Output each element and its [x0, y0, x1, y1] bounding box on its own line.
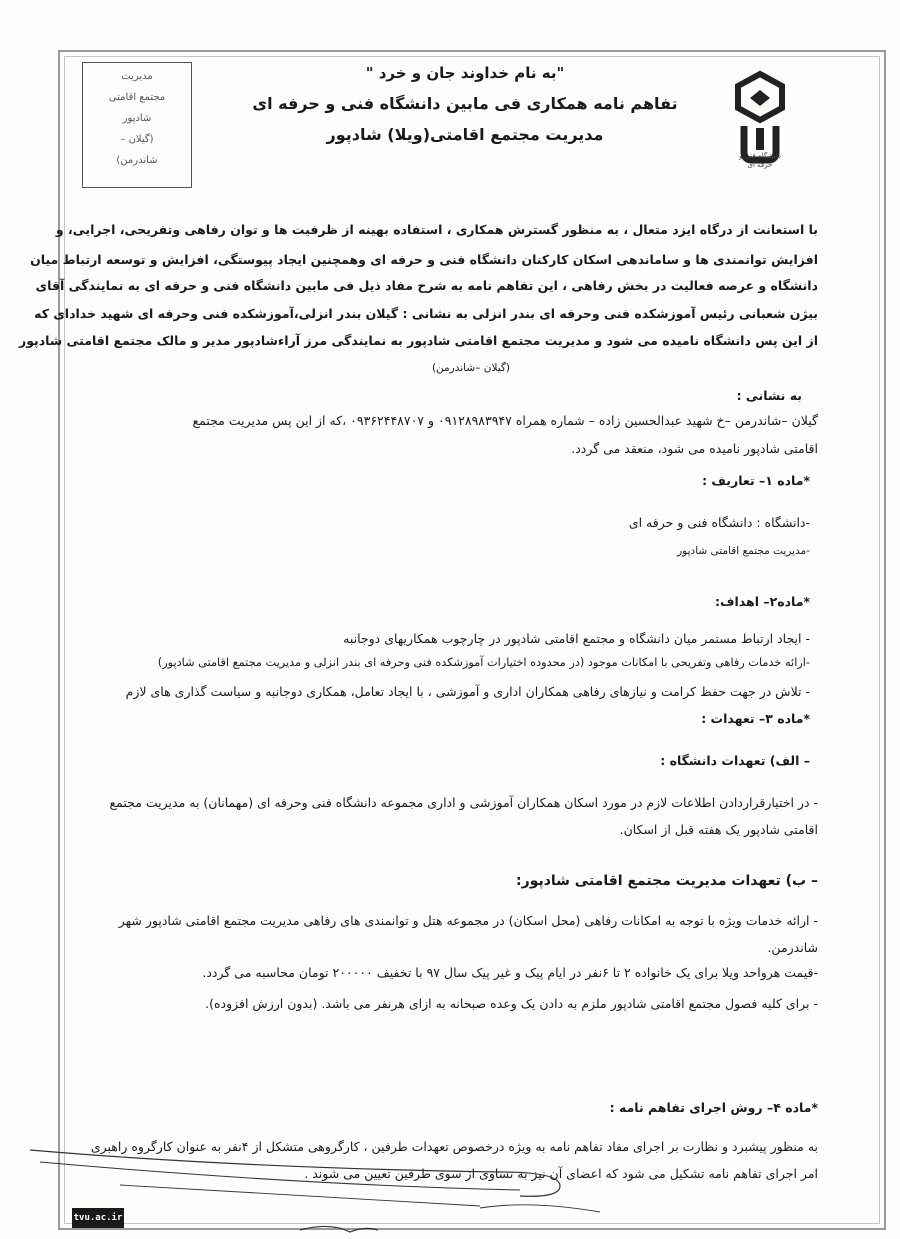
- article-3-sub-a-line: - در اختیارقراردادن اطلاعات لازم در مورد اسکان همکاران آموزشی و اداری مجموعه دانشگاه فنی وحرفه ای (مهمانان) به مدیریت مجتمع: [109, 795, 818, 810]
- address-line: اقامتی شادپور نامیده می شود، منعقد می گردد.: [571, 441, 818, 456]
- article-3-sub-b-line: -قیمت هرواحد ویلا برای یک خانواده ۲ تا ۶نفر در ایام پیک و غیر پیک سال ۹۷ با تخفیف ۲۰۰۰۰۰ تومان محاسبه می گردد.: [202, 965, 818, 980]
- article-2-item: -ارائه خدمات رفاهی وتفریحی با امکانات موجود (در محدوده اختیارات آموزشکده فنی وحرفه ای بندر انزلی و مدیریت مجتمع اقامتی شادپور): [157, 656, 810, 669]
- article-3-sub-a-title: – الف) تعهدات دانشگاه :: [660, 753, 810, 768]
- stamp-line: شادپور: [122, 113, 152, 124]
- address-line: گیلان –شاندرمن –خ شهید عبدالحسین زاده – شماره همراه ۰۹۱۲۸۹۸۳۹۴۷ و ۰۹۳۶۲۴۴۸۷۰۷ ،که از این پس مدیریت مجتمع: [192, 413, 818, 428]
- intro-line: دانشگاه و عرصه فعالیت در بخش رفاهی ، این تفاهم نامه به شرح مفاد ذیل فی مابین دانشگاه فنی و حرفه ای به نمایندگی آقای: [35, 278, 818, 293]
- stamp-line: شاندرمن): [116, 155, 158, 166]
- logo-caption: دانشگاه فنی و حرفه ای: [738, 152, 782, 169]
- intro-line: افزایش توانمندی ها و ساماندهی اسکان کارکنان دانشگاه فنی و حرفه ای وهمچنین ایجاد پیوستگی، افزایش و توسعه ارتباط میان: [30, 252, 818, 267]
- article-3-sub-b-line: - برای کلیه فصول مجتمع اقامتی شادپور ملزم به دادن یک وعده صبحانه به ازای هرنفر می باشد. (بدون ارزش افزوده).: [205, 996, 818, 1011]
- article-2-title: *ماده۲– اهداف:: [715, 594, 810, 609]
- intro-line: (گیلان –شاندرمن): [431, 362, 510, 374]
- watermark-badge: tvu.ac.ir: [72, 1208, 124, 1228]
- article-4-title: *ماده ۴– روش اجرای تفاهم نامه :: [609, 1100, 818, 1115]
- article-3-sub-b-line: - ارائه خدمات ویژه با توجه به امکانات رفاهی (محل اسکان) در مجموعه هتل و توانمندی های رفاهی مدیریت مجتمع اقامتی شادپور شهر: [118, 913, 818, 928]
- header-line-3: مدیریت مجتمع اقامتی(ویلا) شادپور: [326, 125, 604, 144]
- article-3-title: *ماده ۳– تعهدات :: [701, 711, 810, 726]
- article-3-sub-a-line: اقامتی شادپور یک هفته قبل از اسکان.: [619, 822, 818, 837]
- header-line-2: تفاهم نامه همکاری فی مابین دانشگاه فنی و حرفه ای: [252, 94, 678, 113]
- stamp-line: (گیلان –: [120, 134, 154, 145]
- article-4-line: امر اجرای تفاهم نامه تشکیل می شود که اعضای آن نیز به تساوی از سوی طرفین تعیین می شوند .: [304, 1166, 818, 1181]
- address-label: به نشانی :: [736, 388, 802, 403]
- intro-line: با استعانت از درگاه ایزد متعال ، به منظور گسترش همکاری ، استفاده بهینه از ظرفیت ها و توان رفاهی وتفریحی، اجرایی، و: [55, 222, 818, 237]
- article-2-item: - تلاش در جهت حفظ کرامت و نیازهای رفاهی همکاران اداری و آموزشی ، با ایجاد تعامل، همکاری دوجانبه و سیاست گذاری های لازم: [125, 684, 810, 699]
- header-line-1: "به نام خداوند جان و خرد ": [365, 64, 565, 82]
- article-1-item: -مدیریت مجتمع اقامتی شادپور: [677, 545, 810, 557]
- article-3-sub-b-title: – ب) تعهدات مدیریت مجتمع اقامتی شادپور:: [516, 873, 818, 889]
- article-2-item: - ایجاد ارتباط مستمر میان دانشگاه و مجتمع اقامتی شادپور در چارچوب همکاریهای دوجانبه: [343, 631, 810, 646]
- article-1-title: *ماده ۱– تعاریف :: [702, 473, 810, 488]
- stamp-line: مجتمع اقامتی: [108, 92, 166, 103]
- intro-line: از این پس دانشگاه نامیده می شود و مدیریت مجتمع اقامتی شادپور به نمایندگی مرز آراءشادپور مدیر و مالک مجتمع اقامتی شادپور: [19, 333, 818, 348]
- article-1-item: -دانشگاه : دانشگاه فنی و حرفه ای: [628, 515, 810, 530]
- intro-line: بیژن شعبانی رئیس آموزشکده فنی وحرفه ای بندر انزلی به نشانی : گیلان بندر انزلی،آموزشکده فنی وحرفه ای شهید خدادای که: [34, 306, 818, 321]
- article-3-sub-b-line: شاندرمن.: [767, 940, 818, 955]
- article-4-line: به منظور پیشبرد و نظارت بر اجرای مفاد تفاهم نامه به ویژه درخصوص تعهدات طرفین ، کارگروهی متشکل از ۴نفر به عنوان کارگروه راهبری: [90, 1139, 818, 1154]
- stamp-line: مدیریت: [121, 71, 153, 82]
